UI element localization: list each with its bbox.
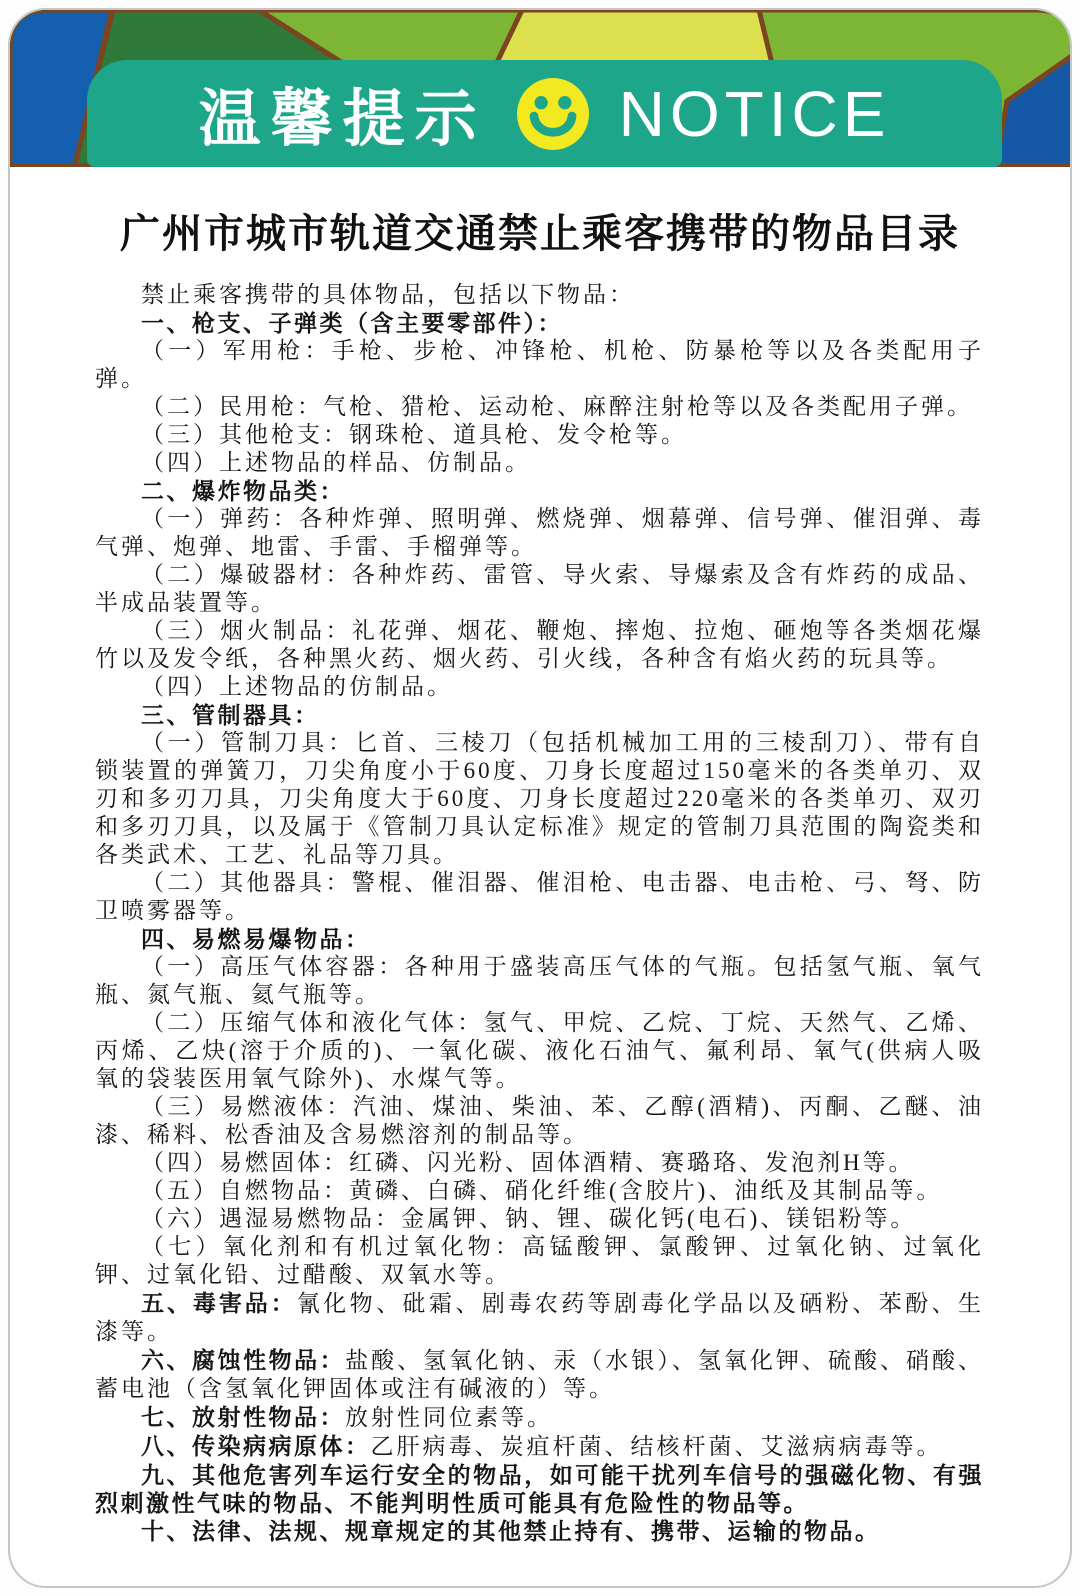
- paragraph-item: （四）上述物品的样品、仿制品。: [141, 450, 531, 475]
- paragraph-item: （六）遇湿易燃物品：金属钾、钠、锂、碳化钙(电石)、镁铝粉等。: [141, 1206, 917, 1231]
- paragraph-label: 七、放射性物品：: [141, 1404, 345, 1430]
- paragraph-item: （一）弹药：各种炸弹、照明弹、燃烧弹、烟幕弹、信号弹、催泪弹、毒气弹、炮弹、地雷、手雷、手榴弹等。: [95, 506, 984, 559]
- paragraph-label: 五、毒害品：: [141, 1290, 297, 1316]
- banner: [87, 60, 1002, 167]
- paragraph-item: （四）易燃固体：红磷、闪光粉、固体酒精、赛璐珞、发泡剂H等。: [141, 1150, 915, 1175]
- paragraph-item: （二）压缩气体和液化气体：氢气、甲烷、乙烷、丁烷、天然气、乙烯、丙烯、乙炔(溶于介质的)、一氧化碳、液化石油气、氟利昂、氧气(供病人吸氧的袋装医用氧气除外)、水煤气等。: [95, 1010, 984, 1091]
- notice-card: [8, 8, 1072, 1588]
- paragraph-labeled: 六、腐蚀性物品：盐酸、氢氧化钠、汞（水银）、氢氧化钾、硫酸、硝酸、蓄电池（含氢氧化钾固体或注有碱液的）等。: [95, 1347, 984, 1401]
- paragraph-labeled: 七、放射性物品：放射性同位素等。: [141, 1404, 553, 1430]
- paragraph-item: （三）其他枪支：钢珠枪、道具枪、发令枪等。: [141, 422, 687, 447]
- header-band: [10, 10, 1072, 167]
- paragraph-heading: 四、易燃易爆物品：: [141, 926, 371, 952]
- paragraph-heading: 一、枪支、子弹类（含主要零部件）：: [141, 310, 563, 336]
- paragraph-bold: 十、法律、法规、规章规定的其他禁止持有、携带、运输的物品。: [141, 1518, 881, 1544]
- smiley-left-eye: [534, 96, 547, 109]
- paragraph-item: （三）烟火制品：礼花弹、烟花、鞭炮、摔炮、拉炮、砸炮等各类烟花爆竹以及发令纸，各种黑火药、烟火药、引火线，各种含有焰火药的玩具等。: [95, 618, 984, 671]
- paragraph-bold: 九、其他危害列车运行安全的物品，如可能干扰列车信号的强磁化物、有强烈刺激性气味的物品、不能判明性质可能具有危险性的物品等。: [95, 1462, 984, 1516]
- paragraph-item: （一）高压气体容器：各种用于盛装高压气体的气瓶。包括氢气瓶、氧气瓶、氮气瓶、氦气瓶等。: [95, 954, 984, 1007]
- paragraph-heading: 三、管制器具：: [141, 702, 320, 728]
- banner-title-en: NOTICE: [618, 77, 891, 150]
- paragraph-item: （五）自燃物品：黄磷、白磷、硝化纤维(含胶片)、油纸及其制品等。: [141, 1178, 943, 1203]
- paragraph-item: （一）军用枪：手枪、步枪、冲锋枪、机枪、防暴枪等以及各类配用子弹。: [95, 338, 984, 391]
- paragraph-labeled: 八、传染病病原体：乙肝病毒、炭疽杆菌、结核杆菌、艾滋病病毒等。: [141, 1433, 943, 1459]
- paragraph-item: （二）爆破器材：各种炸药、雷管、导火索、导爆索及含有炸药的成品、半成品装置等。: [95, 562, 984, 615]
- paragraph-item: （七）氧化剂和有机过氧化物：高锰酸钾、氯酸钾、过氧化钠、过氧化钾、过氧化铅、过醋酸、双氧水等。: [95, 1234, 984, 1287]
- smiley-face-icon: [517, 78, 589, 150]
- paragraph-label: 八、传染病病原体：: [141, 1433, 371, 1459]
- smiley-face-circle: [517, 78, 589, 150]
- paragraph-labeled: 五、毒害品：氰化物、砒霜、剧毒农药等剧毒化学品以及硒粉、苯酚、生漆等。: [95, 1290, 985, 1344]
- banner-title-cn: 温馨提示: [198, 85, 487, 154]
- paragraph-item: （一）管制刀具：匕首、三棱刀（包括机械加工用的三棱刮刀）、带有自锁装置的弹簧刀，刀尖角度小于60度、刀身长度超过150毫米的各类单刃、双刃和多刃刀具，刀尖角度大于60度、刀身长度超过220毫米的各类单刃、双刃和多刃刀具，以及属于《管制刀具认定标准》规定的管制刀具范围的陶瓷类和各类武术、工艺、礼品等刀具。: [95, 730, 984, 867]
- paragraph-item: （三）易燃液体：汽油、煤油、柴油、苯、乙醇(酒精)、丙酮、乙醚、油漆、稀料、松香油及含易燃溶剂的制品等。: [95, 1094, 984, 1147]
- paragraph-item: （四）上述物品的仿制品。: [141, 674, 453, 699]
- paragraph-item: （二）其他器具：警棍、催泪器、催泪枪、电击器、电击枪、弓、弩、防卫喷雾器等。: [95, 870, 984, 923]
- paragraph-item: （二）民用枪：气枪、猎枪、运动枪、麻醉注射枪等以及各类配用子弹。: [141, 394, 973, 419]
- paragraph-intro: 禁止乘客携带的具体物品，包括以下物品：: [141, 282, 635, 307]
- smiley-right-eye: [558, 96, 571, 109]
- paragraph-label: 六、腐蚀性物品：: [141, 1347, 346, 1373]
- document-title: 广州市城市轨道交通禁止乘客携带的物品目录: [120, 212, 960, 256]
- document-body: [95, 281, 984, 1545]
- paragraph-heading: 二、爆炸物品类：: [141, 478, 345, 504]
